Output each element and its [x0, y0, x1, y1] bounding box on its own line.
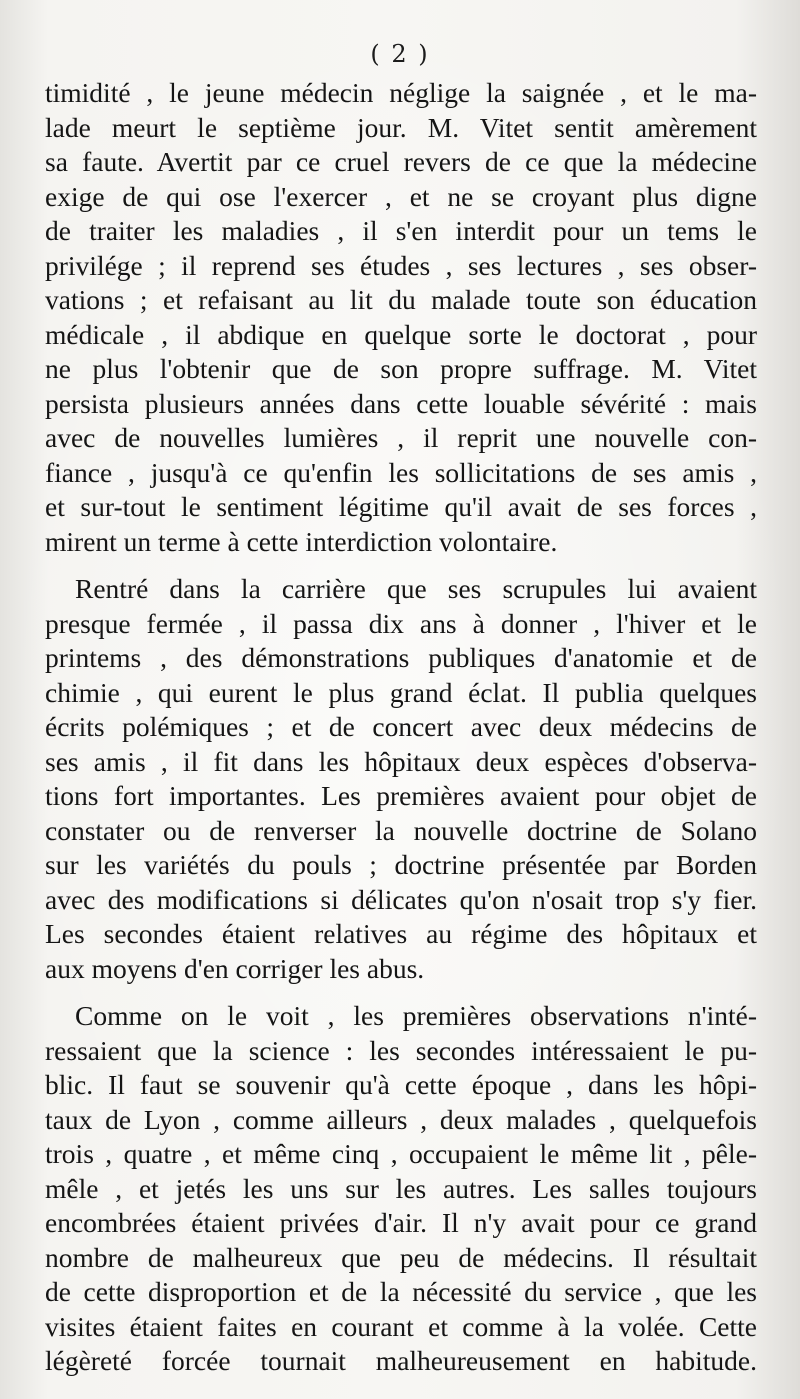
text-line: tions fort importantes. Les premières avaient pour objet de	[45, 780, 757, 811]
text-line: constater ou de renverser la nouvelle doctrine de Solano	[45, 814, 757, 846]
text-line: aux moyens d'en corriger les abus.	[45, 952, 425, 984]
text-line: ne plus l'obtenir que de son propre suffrage. M. Vitet	[45, 353, 757, 384]
text-line: trois , quatre , et même cinq , occupaient le même lit , pêle-	[45, 1138, 757, 1169]
paragraph-gap	[45, 986, 757, 999]
text-line: avec de nouvelles lumières , il reprit une nouvelle con-	[45, 422, 757, 453]
text-line: sur les variétés du pouls ; doctrine présentée par Borden	[45, 849, 757, 880]
text-line: avec des modifications si délicates qu'on n'osait trop s'y fier.	[45, 883, 757, 915]
paragraph-gap	[45, 559, 757, 572]
text-line: écrits polémiques ; et de concert avec deux médecins de	[45, 711, 757, 742]
text-line: médicale , il abdique en quelque sorte le doctorat , pour	[45, 318, 757, 350]
text-line: taux de Lyon , comme ailleurs , deux malades , quelquefois	[45, 1103, 757, 1135]
text-line: ressaient que la science : les secondes intéressaient le pu-	[45, 1034, 757, 1066]
text-line: ses amis , il fit dans les hôpitaux deux espèces d'observa-	[45, 745, 757, 777]
text-line: légèreté forcée tournait malheureusement en habitude.	[45, 1345, 757, 1376]
text-line: et sur-tout le sentiment légitime qu'il avait de ses forces ,	[45, 491, 757, 522]
body-text	[45, 76, 757, 1379]
text-line: Rentré dans la carrière que ses scrupules lui avaient	[75, 573, 757, 604]
text-line: exige de qui ose l'exercer , et ne se croyant plus digne	[45, 180, 757, 212]
text-line: timidité , le jeune médecin néglige la saignée , et le ma-	[45, 77, 757, 108]
text-line: Les secondes étaient relatives au régime des hôpitaux et	[45, 918, 757, 949]
text-line: privilége ; il reprend ses études , ses lectures , ses obser-	[45, 249, 757, 281]
page-number: ( 2 )	[370, 40, 430, 68]
text-line: printems , des démonstrations publiques d'anatomie et de	[45, 642, 757, 673]
text-line: mêle , et jetés les uns sur les autres. Les salles toujours	[45, 1172, 757, 1204]
text-line: visites étaient faites en courant et comme à la volée. Cette	[45, 1310, 757, 1342]
text-line: Comme on le voit , les premières observations n'inté-	[75, 1000, 757, 1031]
text-line: fiance , jusqu'à ce qu'enfin les sollicitations de ses amis ,	[45, 456, 757, 488]
text-line: mirent un terme à cette interdiction volontaire.	[45, 525, 558, 557]
text-line: chimie , qui eurent le plus grand éclat. Il publia quelques	[45, 676, 757, 708]
text-line: de traiter les maladies , il s'en interdit pour un tems le	[45, 215, 757, 246]
text-line: vations ; et refaisant au lit du malade toute son éducation	[45, 284, 757, 315]
text-line: lade meurt le septième jour. M. Vitet sentit amèrement	[45, 111, 757, 143]
text-line: persista plusieurs années dans cette louable sévérité : mais	[45, 387, 757, 419]
text-line: de cette disproportion et de la nécessité du service , que les	[45, 1276, 757, 1307]
text-line: blic. Il faut se souvenir qu'à cette époque , dans les hôpi-	[45, 1069, 757, 1100]
text-line: encombrées étaient privées d'air. Il n'y avait pour ce grand	[45, 1207, 757, 1238]
text-line: sa faute. Avertit par ce cruel revers de ce que la médecine	[45, 146, 757, 177]
text-line: presque fermée , il passa dix ans à donner , l'hiver et le	[45, 607, 757, 639]
text-line: nombre de malheureux que peu de médecins. Il résultait	[45, 1241, 757, 1273]
